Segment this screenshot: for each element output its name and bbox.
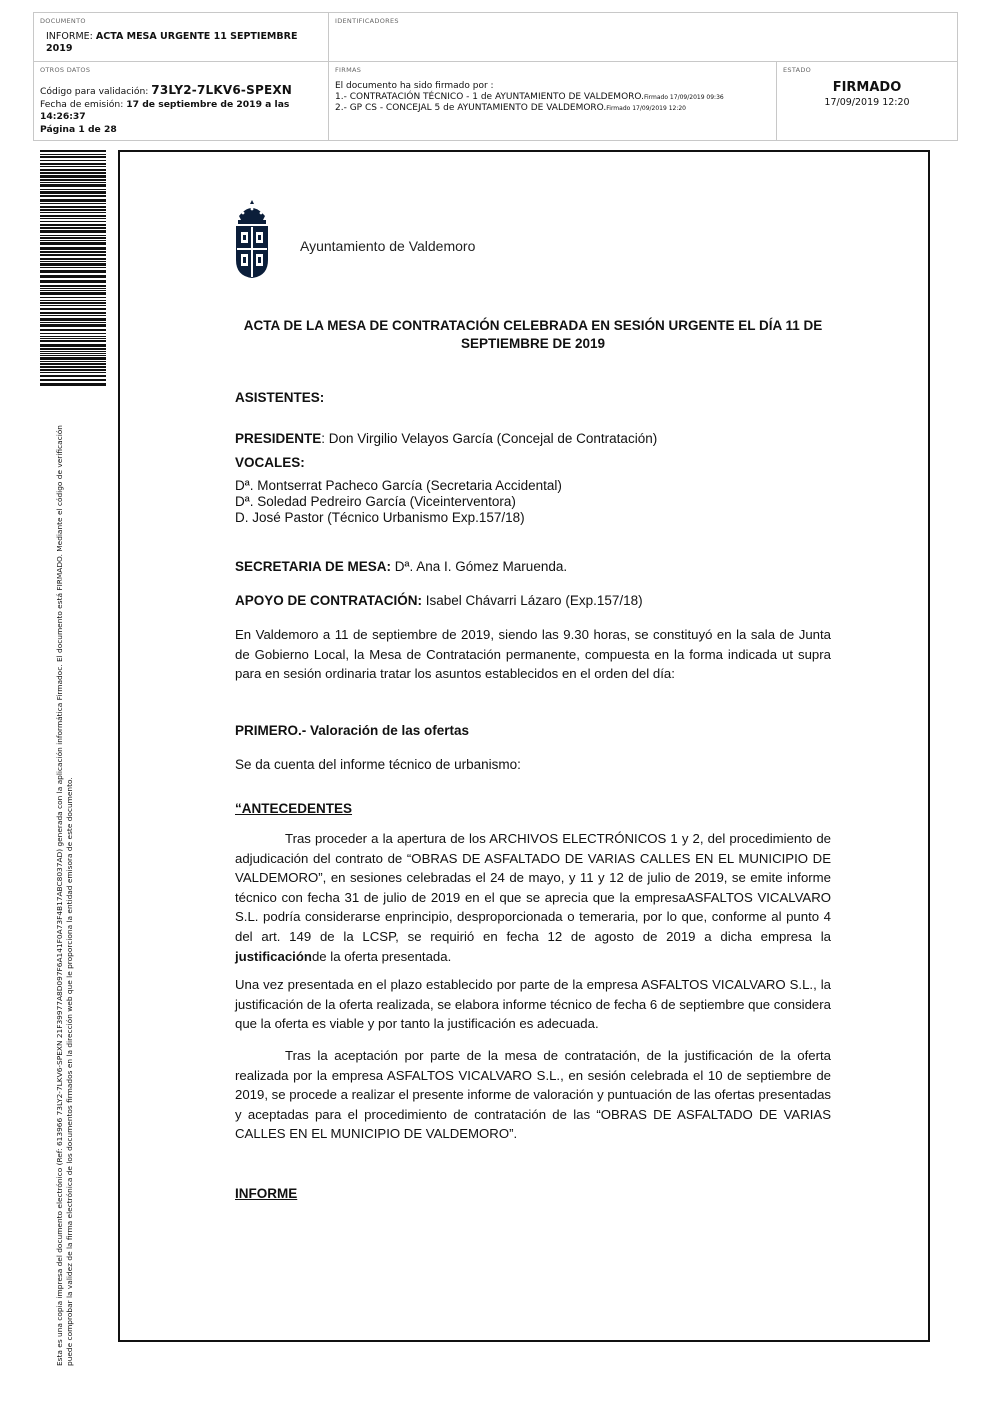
estado-value: FIRMADO [832, 80, 902, 95]
documento-label: DOCUMENTO [40, 17, 86, 25]
identificadores-cell [329, 13, 957, 62]
codigo-validacion: Código para validación: 73LY2-7LKV6-SPEXN [40, 83, 293, 97]
estado-cell [777, 62, 957, 140]
primero-heading: PRIMERO.- Valoración de las ofertas [235, 723, 470, 738]
fecha-emision: Fecha de emisión: 17 de septiembre de 2019 a las 14:26:37 [40, 98, 290, 122]
antecedentes-heading: “ANTECEDENTES [235, 801, 353, 816]
cuenta-line: Se da cuenta del informe técnico de urbanismo: [235, 757, 521, 772]
antecedentes-paragraph-3: Tras la aceptación por parte de la mesa de contratación, de la justificación de la oferta realizada por la empresa ASFALTOS VICALVARO S.L., en sesión celebrada el 10 de septiembre de 2019, se procede a realizar el presente informe de valoración y puntuación de las ofertas presentadas y aceptadas para el procedimiento de contratación de las “OBRAS DE ASFALTADO DE VARIAS CALLES EN EL MUNICIPIO DE VALDEMORO”. [235, 1048, 832, 1142]
antecedentes-paragraph-2: Una vez presentada en el plazo establecido por parte de la empresa ASFALTOS VICALVARO S.L., la justificación de la oferta realizada, se elabora informe técnico de fecha 6 de septiembre que considera que la oferta es viable y por tanto la justificación es adecuada. [235, 977, 831, 1032]
vocal-item: Dª. Montserrat Pacheco García (Secretaria Accidental) [235, 478, 562, 493]
vocales-heading: VOCALES: [235, 455, 305, 470]
intro-paragraph: En Valdemoro a 11 de septiembre de 2019, siendo las 9.30 horas, se constituyó en la sala de Junta de Gobierno Local, la Mesa de Contratación permanente, compuesta en la forma indicada ut supra para en sesión ordinaria tratar los asuntos establecidos en el orden del día: [235, 627, 831, 682]
coat-of-arms-logo [233, 198, 271, 280]
organization-name: Ayuntamiento de Valdemoro [300, 238, 476, 254]
barcode-image [40, 150, 106, 388]
verification-side-text: Esta es una copia impresa del documento electrónico (Ref: 613966 73LY2-7LKV6-SPEXN 21F39977A8D097F6A141F0A73F4B17ABC8037AD) generada con la aplicación informática Firmadoc. El documento está FIRMADO. Mediante el código de verificación puede comprobar la validez de la firma electrónica de los documentos firmados en la dirección web que le proporciona la entidad emisora de este documento. [55, 425, 74, 1366]
identificadores-label: IDENTIFICADORES [335, 17, 399, 25]
informe-heading: INFORME [235, 1186, 298, 1201]
pagina-info: Página 1 de 28 [40, 123, 117, 135]
otros-datos-cell [34, 62, 329, 140]
vocal-item: D. José Pastor (Técnico Urbanismo Exp.157/18) [235, 510, 525, 525]
firma-1: 1.- CONTRATACIÓN TÉCNICO - 1 de AYUNTAMIENTO DE VALDEMORO.Firmado 17/09/2019 09:36 [335, 91, 724, 102]
document-title: ACTA DE LA MESA DE CONTRATACIÓN CELEBRADA EN SESIÓN URGENTE EL DÍA 11 DE SEPTIEMBRE DE 2019 [243, 318, 823, 351]
codigo-value[interactable]: 73LY2-7LKV6-SPEXN [151, 83, 293, 97]
vocal-item: Dª. Soledad Pedreiro García (Viceinterventora) [235, 494, 516, 509]
apoyo-line: APOYO DE CONTRATACIÓN: Isabel Chávarri Lázaro (Exp.157/18) [235, 593, 643, 608]
firma-2: 2.- GP CS - CONCEJAL 5 de AYUNTAMIENTO DE VALDEMORO.Firmado 17/09/2019 12:20 [335, 103, 686, 113]
firmas-cell [329, 62, 777, 140]
estado-date: 17/09/2019 12:20 [824, 97, 910, 108]
estado-label: ESTADO [783, 66, 812, 74]
otros-datos-label: OTROS DATOS [40, 66, 91, 74]
antecedentes-paragraph-1: Tras proceder a la apertura de los ARCHIVOS ELECTRÓNICOS 1 y 2, del procedimiento de adjudicación del contrato de “OBRAS DE ASFALTADO DE VARIAS CALLES EN EL MUNICIPIO DE VALDEMORO”, en sesiones celebradas el 24 de mayo, y 11 y 12 de julio de 2019, se emite informe técnico con fecha 31 de julio de 2019 en el que se aprecia que la empresaASFALTOS VICALVARO S.L. podría considerarse enprincipio, desproporcionada o temeraria, por lo que, conforme al punto 4 del art. 149 de la LCSP, se requirió en fecha 12 de agosto de 2019 a dicha empresa la justificaciónde la oferta presentada. [235, 831, 831, 964]
firmas-intro: El documento ha sido firmado por : [335, 81, 494, 91]
secretaria-line: SECRETARIA DE MESA: Dª. Ana I. Gómez Maruenda. [235, 559, 568, 574]
presidente-line: PRESIDENTE: Don Virgilio Velayos García (Concejal de Contratación) [235, 431, 658, 446]
signature-header-table [33, 12, 958, 141]
firmas-label: FIRMAS [335, 66, 362, 74]
asistentes-heading: ASISTENTES: [235, 390, 325, 405]
informe-title: INFORME: ACTA MESA URGENTE 11 SEPTIEMBRE 2019 [46, 31, 298, 54]
documento-cell [34, 13, 329, 62]
